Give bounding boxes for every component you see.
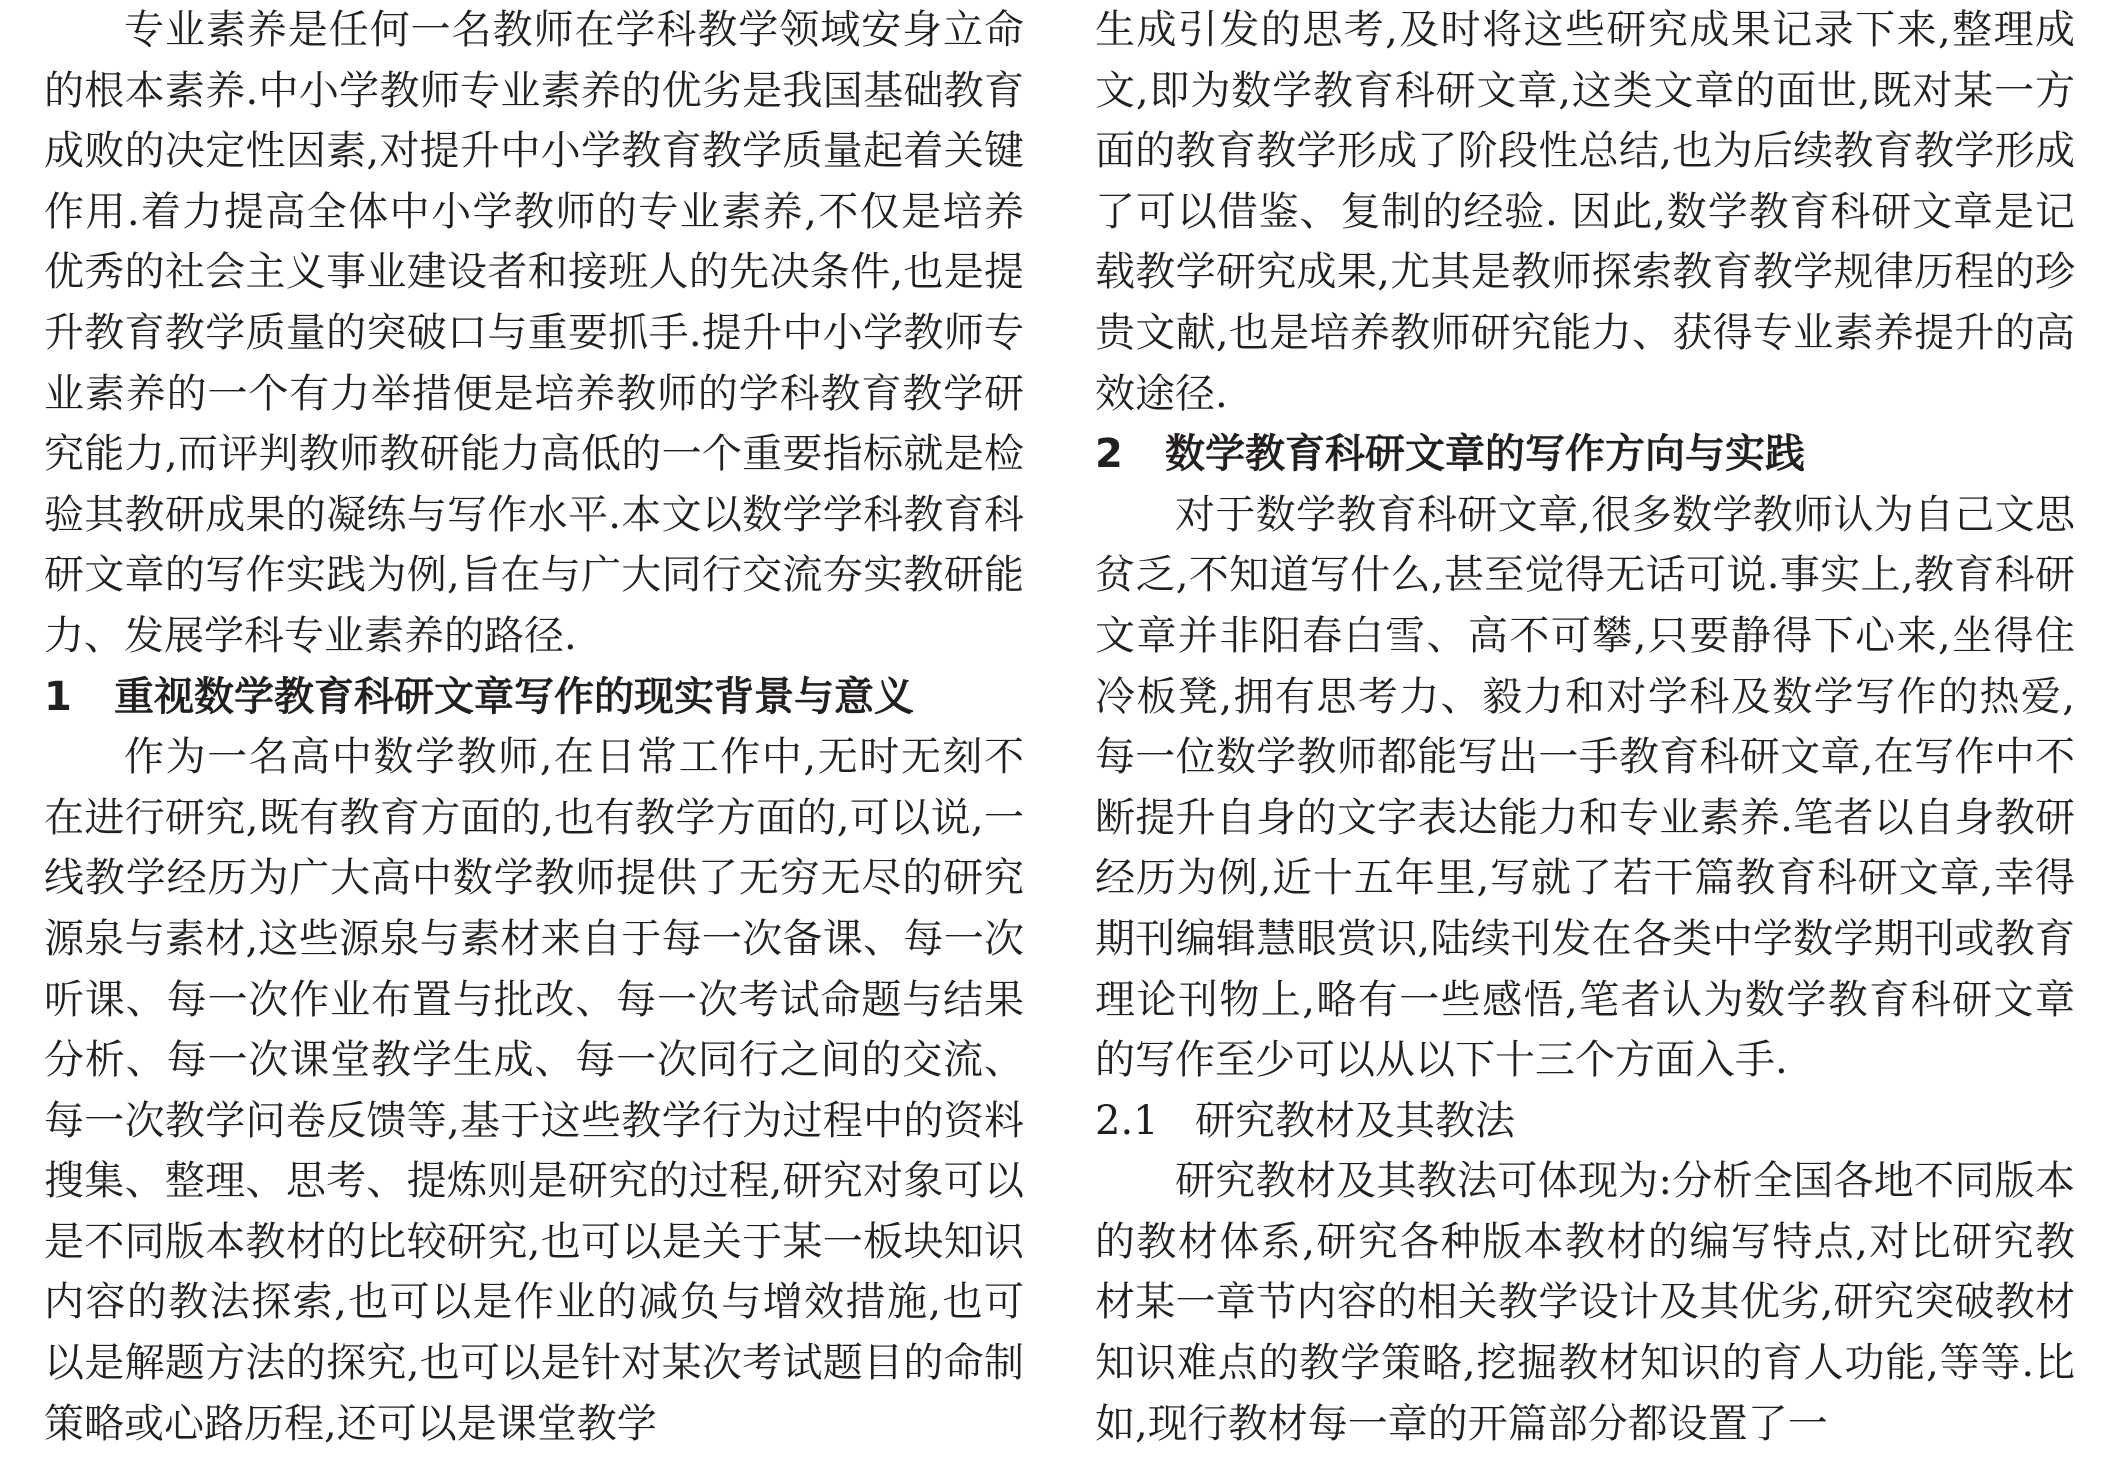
section-2-title: 数学教育科研文章的写作方向与实践 xyxy=(1165,431,1805,478)
section-2-number: 2 xyxy=(1095,431,1123,478)
section-1-heading xyxy=(44,667,1024,728)
subsection-2-1-paragraph: 研究教材及其教法可体现为:分析全国各地不同版本的教材体系,研究各种版本教材的编写特点,对比研究教材某一章节内容的相关教学设计及其优劣,研究突破教材知识难点的教学策略,挖掘教材知识的育人功能,等等.比如,现行教材每一章的开篇部分都设置了一 xyxy=(1095,1158,2075,1447)
subsection-2-1-number: 2.1 xyxy=(1095,1097,1159,1144)
intro-paragraph: 专业素养是任何一名教师在学科教学领域安身立命的根本素养.中小学教师专业素养的优劣是我国基础教育成败的决定性因素,对提升中小学教育教学质量起着关键作用.着力提高全体中小学教师的专业素养,不仅是培养优秀的社会主义事业建设者和接班人的先决条件,也是提升教育教学质量的突破口与重要抓手.提升中小学教师专业素养的一个有力举措便是培养教师的学科教育教学研究能力,而评判教师教研能力高低的一个重要指标就是检验其教研成果的凝练与写作水平.本文以数学学科教育科研文章的写作实践为例,旨在与广大同行交流夯实教研能力、发展学科专业素养的路径. xyxy=(44,7,1024,659)
right-column xyxy=(1095,0,2075,1454)
left-column xyxy=(44,0,1024,1454)
continuation-paragraph: 生成引发的思考,及时将这些研究成果记录下来,整理成文,即为数学教育科研文章,这类文章的面世,既对某一方面的教育教学形成了阶段性总结,也为后续教育教学形成了可以借鉴、复制的经验. 因此,数学教育科研文章是记载教学研究成果,尤其是教师探索教育教学规律历程的珍贵文献,也是培养教师研究能力、获得专业素养提升的高效途径. xyxy=(1095,7,2075,417)
section-1-paragraph: 作为一名高中数学教师,在日常工作中,无时无刻不在进行研究,既有教育方面的,也有教学方面的,可以说,一线教学经历为广大高中数学教师提供了无穷无尽的研究源泉与素材,这些源泉与素材来自于每一次备课、每一次听课、每一次作业布置与批改、每一次考试命题与结果分析、每一次课堂教学生成、每一次同行之间的交流、每一次教学问卷反馈等,基于这些教学行为过程中的资料搜集、整理、思考、提炼则是研究的过程,研究对象可以是不同版本教材的比较研究,也可以是关于某一板块知识内容的教法探索,也可以是作业的减负与增效措施,也可以是解题方法的探究,也可以是针对某次考试题目的命制策略或心路历程,还可以是课堂教学 xyxy=(44,734,1024,1447)
subsection-2-1-title: 研究教材及其教法 xyxy=(1195,1097,1515,1144)
section-2-heading xyxy=(1095,424,2075,485)
section-2-paragraph: 对于数学教育科研文章,很多数学教师认为自己文思贫乏,不知道写什么,甚至觉得无话可说.事实上,教育科研文章并非阳春白雪、高不可攀,只要静得下心来,坐得住冷板凳,拥有思考力、毅力和对学科及数学写作的热爱,每一位数学教师都能写出一手教育科研文章,在写作中不断提升自身的文字表达能力和专业素养.笔者以自身教研经历为例,近十五年里,写就了若干篇教育科研文章,幸得期刊编辑慧眼赏识,陆续刊发在各类中学数学期刊或教育理论刊物上,略有一些感悟,笔者认为数学教育科研文章的写作至少可以从以下十三个方面入手. xyxy=(1095,491,2075,1084)
section-1-number: 1 xyxy=(44,673,72,720)
subsection-2-1-heading xyxy=(1095,1091,2075,1152)
section-1-title: 重视数学教育科研文章写作的现实背景与意义 xyxy=(114,673,914,720)
